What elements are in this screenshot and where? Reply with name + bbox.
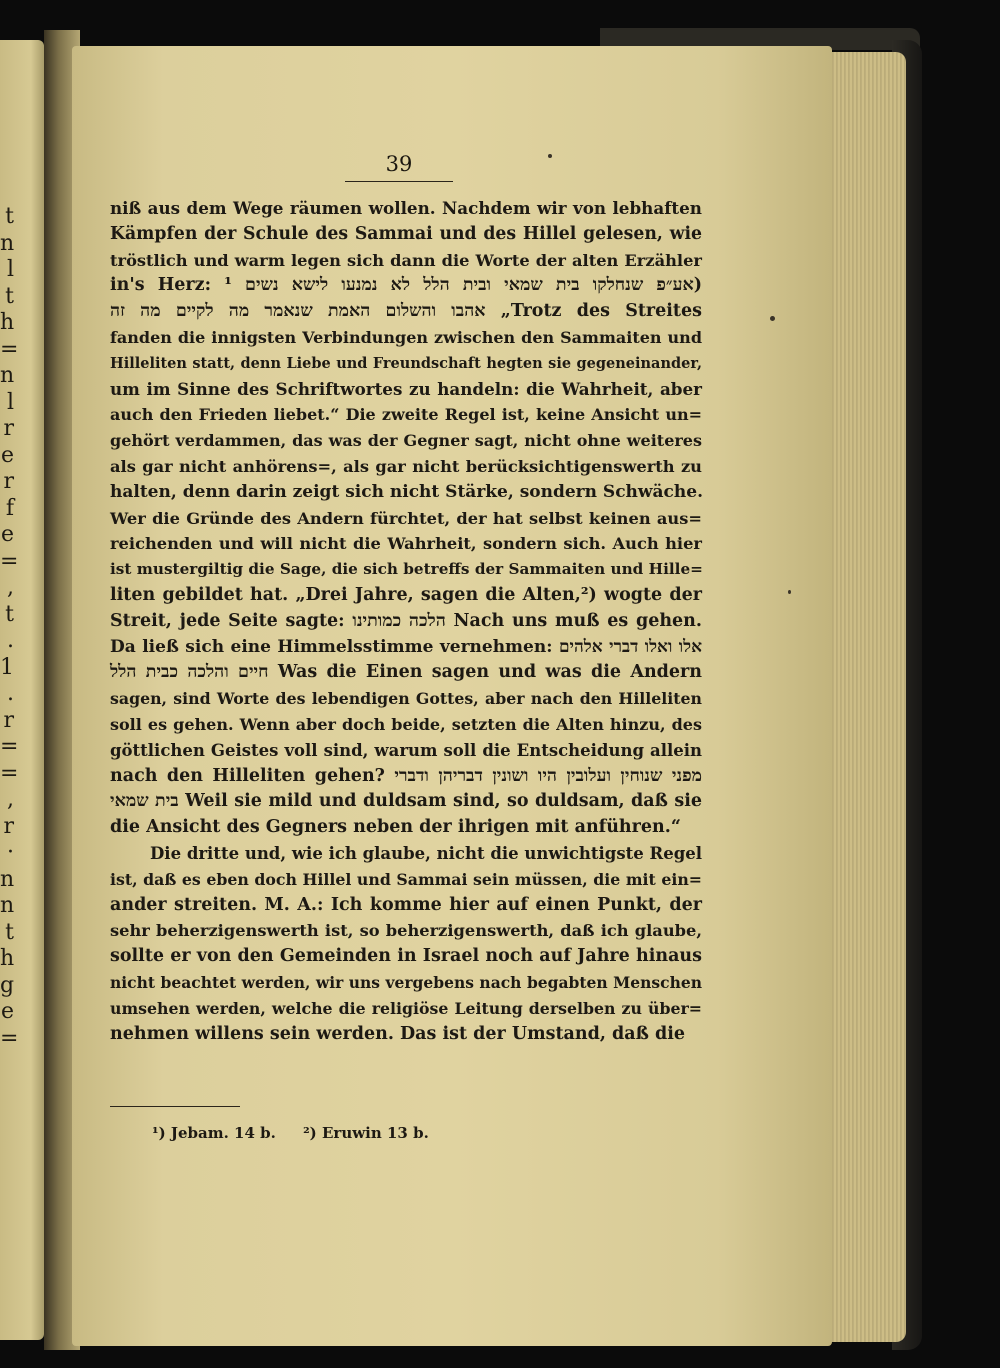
left-page-fragment: r xyxy=(3,469,14,494)
page-number-rule xyxy=(345,181,453,182)
text-line: göttlichen Geistes voll sind, warum soll die Entscheidung allein xyxy=(110,740,702,760)
text-line: sagen, sind Worte des lebendigen Gottes, aber nach den Hilleliten xyxy=(110,689,702,709)
left-page-fragment: l xyxy=(6,257,14,282)
left-page-fragment: . xyxy=(7,628,14,653)
text-line: Da ließ sich eine Himmelsstimme vernehmen: אלו ואלו דברי אלהים xyxy=(110,636,702,657)
left-page-fragment: h xyxy=(0,310,15,335)
text-line: auch den Frieden liebet.“ Die zweite Regel ist, keine Ansicht un= xyxy=(110,405,702,425)
left-page-fragment: e xyxy=(0,999,14,1024)
left-page-fragment: = xyxy=(0,734,19,759)
text-line: sollte er von den Gemeinden in Israel noch auf Jahre hinaus xyxy=(110,946,702,967)
page-number: 39 xyxy=(385,152,413,176)
left-page-fragment: · xyxy=(7,840,14,865)
text-line: als gar nicht anhörens=, als gar nicht berücksichtigenswerth zu xyxy=(110,456,702,476)
left-page-fragment: r xyxy=(3,416,14,441)
text-line: fanden die innigsten Verbindungen zwischen den Sammaiten und xyxy=(110,327,702,347)
footnote-1: ¹) Jebam. 14 b. xyxy=(152,1124,276,1142)
left-page-fragment: g xyxy=(0,972,15,998)
page-speck xyxy=(548,154,552,158)
text-line: reichenden und will nicht die Wahrheit, sondern sich. Auch hier xyxy=(110,534,702,554)
text-line: Kämpfen der Schule des Sammai und des Hillel gelesen, wie xyxy=(110,223,702,244)
page-edges xyxy=(830,52,906,1342)
left-page-fragment: n xyxy=(0,866,15,892)
left-page-fragment: = xyxy=(0,760,19,786)
text-line: Streit, jede Seite sagte: הלכה כמותינו Nach uns muß es gehen. xyxy=(110,610,702,631)
page-speck xyxy=(788,590,791,594)
text-line: nehmen willens sein werden. Das ist der Umstand, daß die xyxy=(110,1023,686,1044)
footnote-rule xyxy=(110,1106,240,1107)
left-page-fragment: t xyxy=(5,919,14,945)
text-line: soll es gehen. Wenn aber doch beide, setzten die Alten hinzu, des xyxy=(110,714,702,734)
text-line: חיים והלכה כבית הלל Was die Einen sagen und was die Andern xyxy=(110,662,702,683)
left-page-fragment: = xyxy=(0,1025,19,1051)
text-line: ist, daß es eben doch Hillel und Sammai sein müssen, die mit ein= xyxy=(110,869,702,889)
text-line: halten, denn darin zeigt sich nicht Stärke, sondern Schwäche. xyxy=(110,481,703,502)
left-page-fragment: = xyxy=(0,336,19,362)
text-line: ander streiten. M. A.: Ich komme hier auf einen Punkt, der xyxy=(110,894,702,915)
left-page-fragment: r xyxy=(3,813,14,839)
left-page-fragment: f xyxy=(5,495,14,521)
text-line: בית שמאי Weil sie mild und duldsam sind, so duldsam, daß sie xyxy=(110,791,702,812)
left-page-fragment: l xyxy=(6,389,14,415)
left-page-fragment: , xyxy=(7,575,14,600)
text-line: Wer die Gründe des Andern fürchtet, der hat selbst keinen aus= xyxy=(110,508,702,528)
left-page-fragment: = xyxy=(0,548,19,574)
left-page-fragment: h xyxy=(0,946,15,971)
text-line: die Ansicht des Gegners neben der ihrigen mit anführen.“ xyxy=(110,817,681,838)
left-page-fragment: t xyxy=(5,204,14,229)
left-page-fragment: r xyxy=(3,707,14,733)
left-page-fragment: t xyxy=(5,601,14,627)
body-text xyxy=(110,196,702,1047)
left-page-fragment: n xyxy=(0,230,15,256)
text-line: Die dritte und, wie ich glaube, nicht die unwichtigste Regel xyxy=(150,843,702,863)
left-page-fragment: e xyxy=(0,442,14,468)
left-page-fragment: , xyxy=(7,787,14,812)
left-page-fragment: n xyxy=(0,363,15,388)
text-line: in's Herz: אע״פ שנחלקו בית שמאי ובית הלל לא נמנעו לישא נשים ¹) xyxy=(110,275,702,296)
text-line: um im Sinne des Schriftwortes zu handeln: die Wahrheit, aber xyxy=(110,378,702,399)
text-line: tröstlich und warm legen sich dann die Worte der alten Erzähler xyxy=(110,250,702,270)
text-line: ist mustergiltig die Sage, die sich betreffs der Sammaiten und Hille= xyxy=(110,560,703,579)
text-line: Hilleliten statt, denn Liebe und Freundschaft hegten sie gegeneinander, xyxy=(110,354,702,372)
page-speck xyxy=(770,316,775,321)
left-page-fragment: . xyxy=(7,681,14,706)
text-line: niß aus dem Wege räumen wollen. Nachdem wir von lebhaften xyxy=(110,198,702,218)
text-line: אהבו והשלום האמת שנאמר מה לקיים מה זה „Trotz des Streites xyxy=(110,301,702,322)
text-line: nicht beachtet werden, wir uns vergebens nach begabten Menschen xyxy=(110,972,702,992)
left-page-fragment: t xyxy=(5,283,14,309)
footnotes xyxy=(152,1124,451,1142)
text-line: sehr beherzigenswerth ist, so beherzigenswerth, daß ich glaube, xyxy=(110,921,702,941)
text-line: nach den Hilleliten gehen? מפני שנוחין ועלובין היו ושונין דבריהן ודברי xyxy=(110,765,702,786)
text-line: umsehen werden, welche die religiöse Leitung derselben zu über= xyxy=(110,998,702,1018)
text-line: gehört verdammen, das was der Gegner sagt, nicht ohne weiteres xyxy=(110,431,702,451)
left-page-fragment: 1 xyxy=(0,654,14,680)
left-page-fragment: n xyxy=(0,893,15,918)
left-page-fragment: e xyxy=(0,522,14,547)
footnote-2: ²) Eruwin 13 b. xyxy=(303,1124,429,1142)
text-line: liten gebildet hat. „Drei Jahre, sagen die Alten,²) wogte der xyxy=(110,584,702,605)
